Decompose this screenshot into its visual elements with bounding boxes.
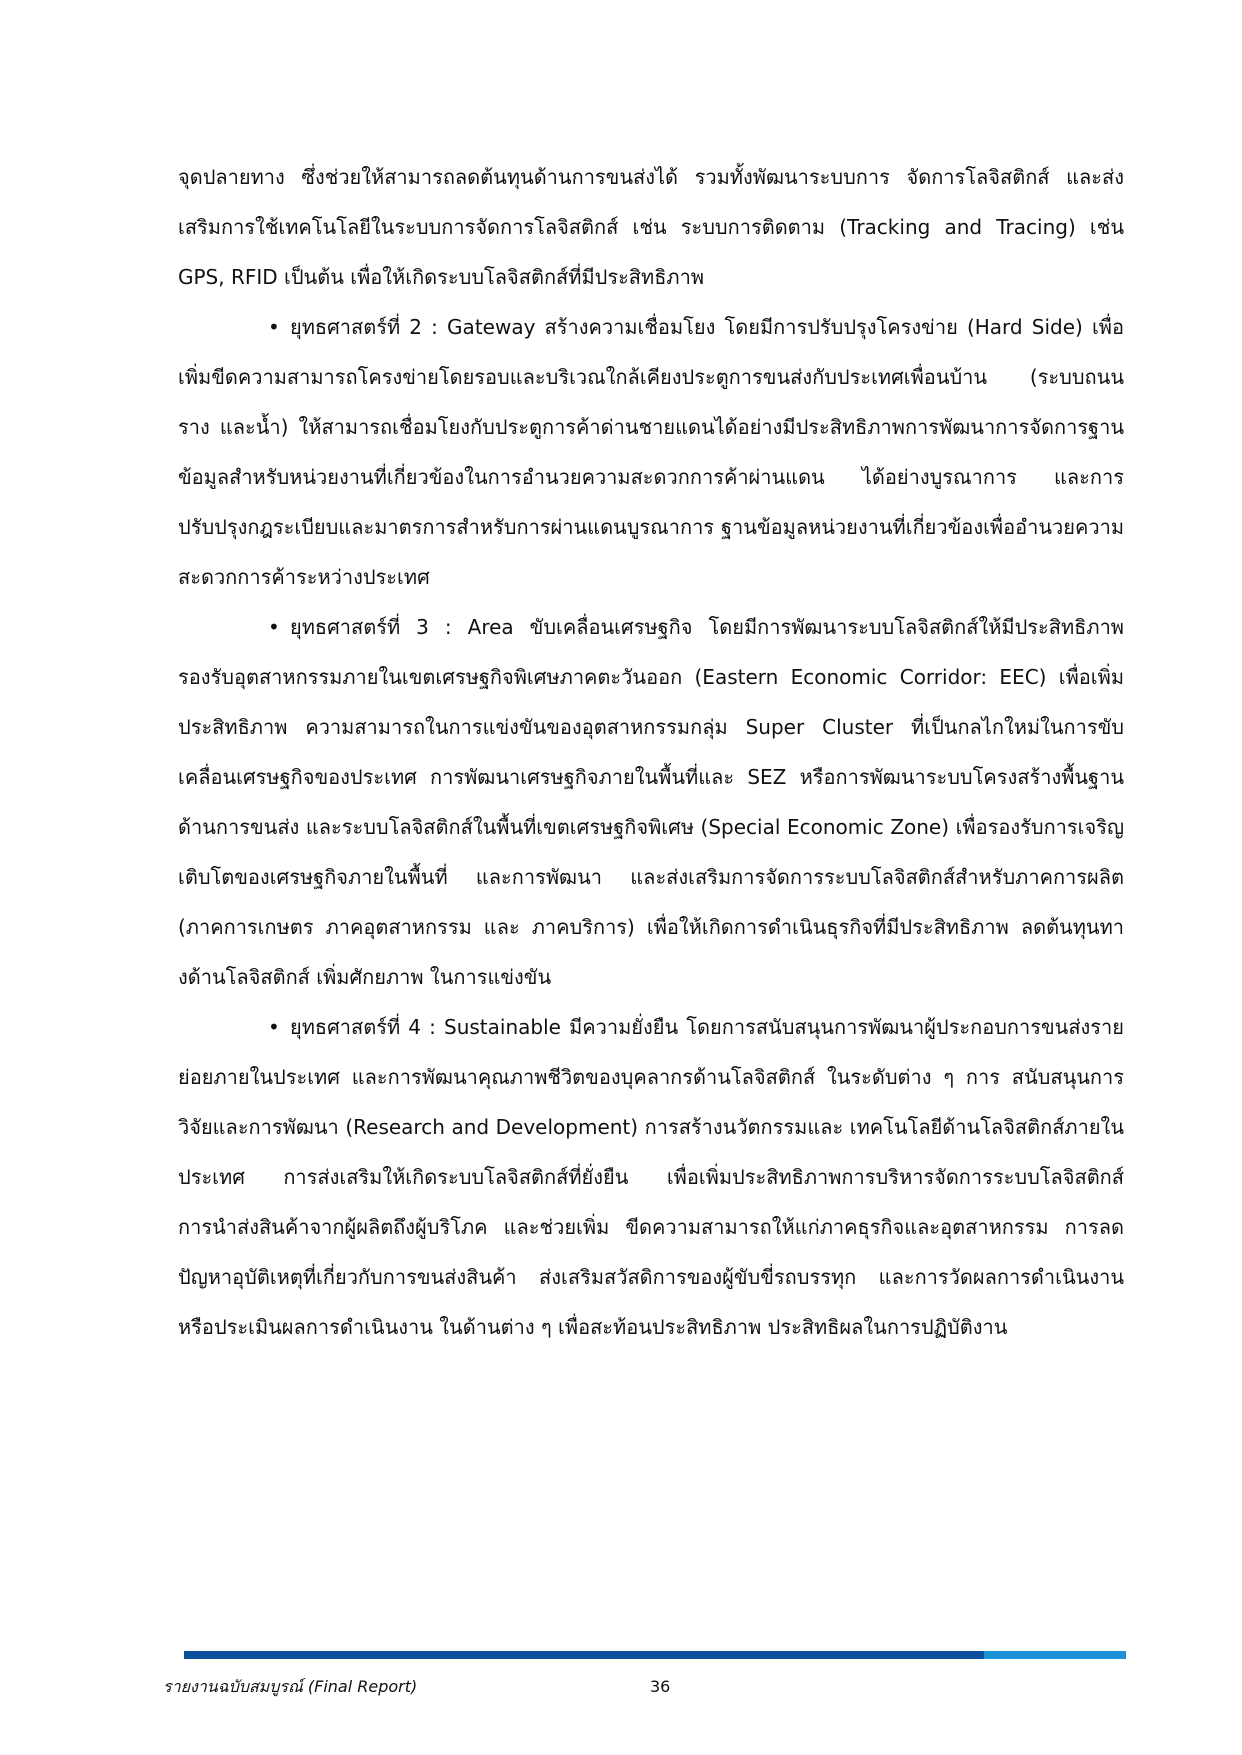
strategy-2-text: ยุทธศาสตร์ที่ 2 : Gateway สร้างความเชื่อมโยง โดยมีการปรับปรุงโครงข่าย (Hard Side) เพื่อเพิ่มขีดความสามารถโครงข่ายโดยรอบและบริเวณใกล้เคียงประตูการขนส่งกับประเทศเพื่อนบ้าน (ระบบถนน ราง และน้ำ) ให้สามารถเชื่อมโยงกับประตูการค้าด่านชายแดนได้อย่างมีประสิทธิภาพการพัฒนาการจัดการฐานข้อมูลสำหรับหน่วยงานที่เกี่ยวข้องในการอำนวยความสะดวกการค้าผ่านแดน ได้อย่างบูรณาการ และการปรับปรุงกฎระเบียบและมาตรการสำหรับการผ่านแดนบูรณาการ ฐานข้อมูลหน่วยงานที่เกี่ยวข้องเพื่ออำนวยความสะดวกการค้าระหว่างประเทศ xyxy=(178,315,1124,589)
strategy-3-text: ยุทธศาสตร์ที่ 3 : Area ขับเคลื่อนเศรษฐกิจ โดยมีการพัฒนาระบบโลจิสติกส์ให้มีประสิทธิภาพรองรับอุตสาหกรรมภายในเขตเศรษฐกิจพิเศษภาคตะวันออก (Eastern Economic Corridor: EEC) เพื่อเพิ่มประสิทธิภาพ ความสามารถในการแข่งขันของอุตสาหกรรมกลุ่ม Super Cluster ที่เป็นกลไกใหม่ในการขับเคลื่อนเศรษฐกิจของประเทศ การพัฒนาเศรษฐกิจภายในพื้นที่และ SEZ หรือการพัฒนาระบบโครงสร้างพื้นฐานด้านการขนส่ง และระบบโลจิสติกส์ในพื้นที่เขตเศรษฐกิจพิเศษ (Special Economic Zone) เพื่อรองรับการเจริญเติบโตของเศรษฐกิจภายในพื้นที่ และการพัฒนา และส่งเสริมการจัดการระบบโลจิสติกส์สำหรับภาคการผลิต (ภาคการเกษตร ภาคอุตสาหกรรม และ ภาคบริการ) เพื่อให้เกิดการดำเนินธุรกิจที่มีประสิทธิภาพ ลดต้นทุนทางด้านโลจิสติกส์ เพิ่มศักยภาพ ในการแข่งขัน xyxy=(178,615,1124,989)
footer-report-title: รายงานฉบับสมบูรณ์ (Final Report) xyxy=(163,1677,418,1696)
strategy-3-paragraph xyxy=(178,602,1124,1002)
page-number: 36 xyxy=(650,1677,671,1696)
footer-divider-bar xyxy=(184,1651,1126,1659)
document-body xyxy=(178,152,1124,1352)
strategy-4-paragraph xyxy=(178,1002,1124,1352)
bullet-icon: • xyxy=(268,615,280,639)
footer-bar-dark-segment xyxy=(184,1651,984,1659)
strategy-4-text: ยุทธศาสตร์ที่ 4 : Sustainable มีความยั่งยืน โดยการสนับสนุนการพัฒนาผู้ประกอบการขนส่งราย ย่อยภายในประเทศ และการพัฒนาคุณภาพชีวิตของบุคลากรด้านโลจิสติกส์ ในระดับต่าง ๆ การ สนับสนุนการวิจัยและการพัฒนา (Research and Development) การสร้างนวัตกรรมและ เทคโนโลยีด้านโลจิสติกส์ภายในประเทศ การส่งเสริมให้เกิดระบบโลจิสติกส์ที่ยั่งยืน เพื่อเพิ่มประสิทธิภาพการบริหารจัดการระบบโลจิสติกส์ การนำส่งสินค้าจากผู้ผลิตถึงผู้บริโภค และช่วยเพิ่ม ขีดความสามารถให้แก่ภาคธุรกิจและอุตสาหกรรม การลดปัญหาอุบัติเหตุที่เกี่ยวกับการขนส่งสินค้า ส่งเสริมสวัสดิการของผู้ขับขี่รถบรรทุก และการวัดผลการดำเนินงานหรือประเมินผลการดำเนินงาน ในด้านต่าง ๆ เพื่อสะท้อนประสิทธิภาพ ประสิทธิผลในการปฏิบัติงาน xyxy=(178,1015,1125,1339)
bullet-icon: • xyxy=(268,1015,280,1039)
bullet-icon: • xyxy=(268,315,280,339)
footer-bar-light-segment xyxy=(984,1651,1126,1659)
intro-paragraph: จุดปลายทาง ซึ่งช่วยให้สามารถลดต้นทุนด้านการขนส่งได้ รวมทั้งพัฒนาระบบการ จัดการโลจิสติกส์ และส่งเสริมการใช้เทคโนโลยีในระบบการจัดการโลจิสติกส์ เช่น ระบบการติดตาม (Tracking and Tracing) เช่น GPS, RFID เป็นต้น เพื่อให้เกิดระบบโลจิสติกส์ที่มีประสิทธิภาพ xyxy=(178,165,1124,289)
strategy-2-paragraph xyxy=(178,302,1124,602)
